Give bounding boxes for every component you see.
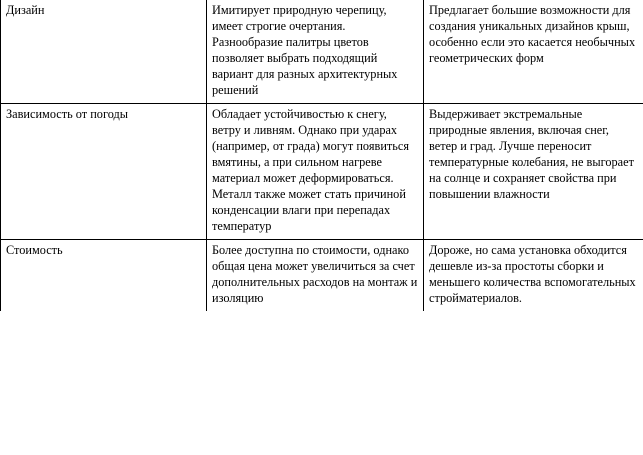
option-b-cell [424,239,643,310]
option-a-text: Более доступна по стоимости, однако общая цена может увеличиться за счет дополнительных расходов на монтаж и изоляцию [212,242,421,305]
criterion-label: Дизайн [6,3,45,17]
criterion-cell [1,0,207,103]
table-row [1,103,643,239]
option-b-text: Предлагает большие возможности для создания уникальных дизайнов крыш, особенно если это касается необычных геометрических форм [429,3,639,65]
option-b-cell [424,103,643,239]
option-a-cell [207,0,424,103]
option-b-text: Дороже, но сама установка обходится дешевле из-за простоты сборки и меньшего количества вспомогательных стройматериалов. [429,242,639,305]
option-a-text: Имитирует природную черепицу, имеет строгие очертания. Разнообразие палитры цветов позволяет выбрать подходящий вариант для разных архитектурных решений [212,3,401,97]
option-a-cell [207,239,424,310]
criterion-label: Зависимость от погоды [6,106,129,121]
criterion-cell [1,103,207,239]
option-a-text: Обладает устойчивостью к снегу, ветру и ливням. Однако при ударах (например, от града) могут появиться вмятины, а при сильном нагреве материал может деформироваться. Металл также может стать причиной конденсации влаги при перепадах температур [212,106,413,233]
criterion-label: Стоимость [6,242,63,257]
table-row [1,0,643,103]
option-a-cell [207,103,424,239]
option-b-cell [424,0,643,103]
table-row [1,239,643,310]
option-b-text: Выдерживает экстремальные природные явления, включая снег, ветер и град. Лучше переносит температурные колебания, не выгорает на солнце и сохраняет свойства при повышении влажности [429,106,638,201]
criterion-cell [1,239,207,310]
